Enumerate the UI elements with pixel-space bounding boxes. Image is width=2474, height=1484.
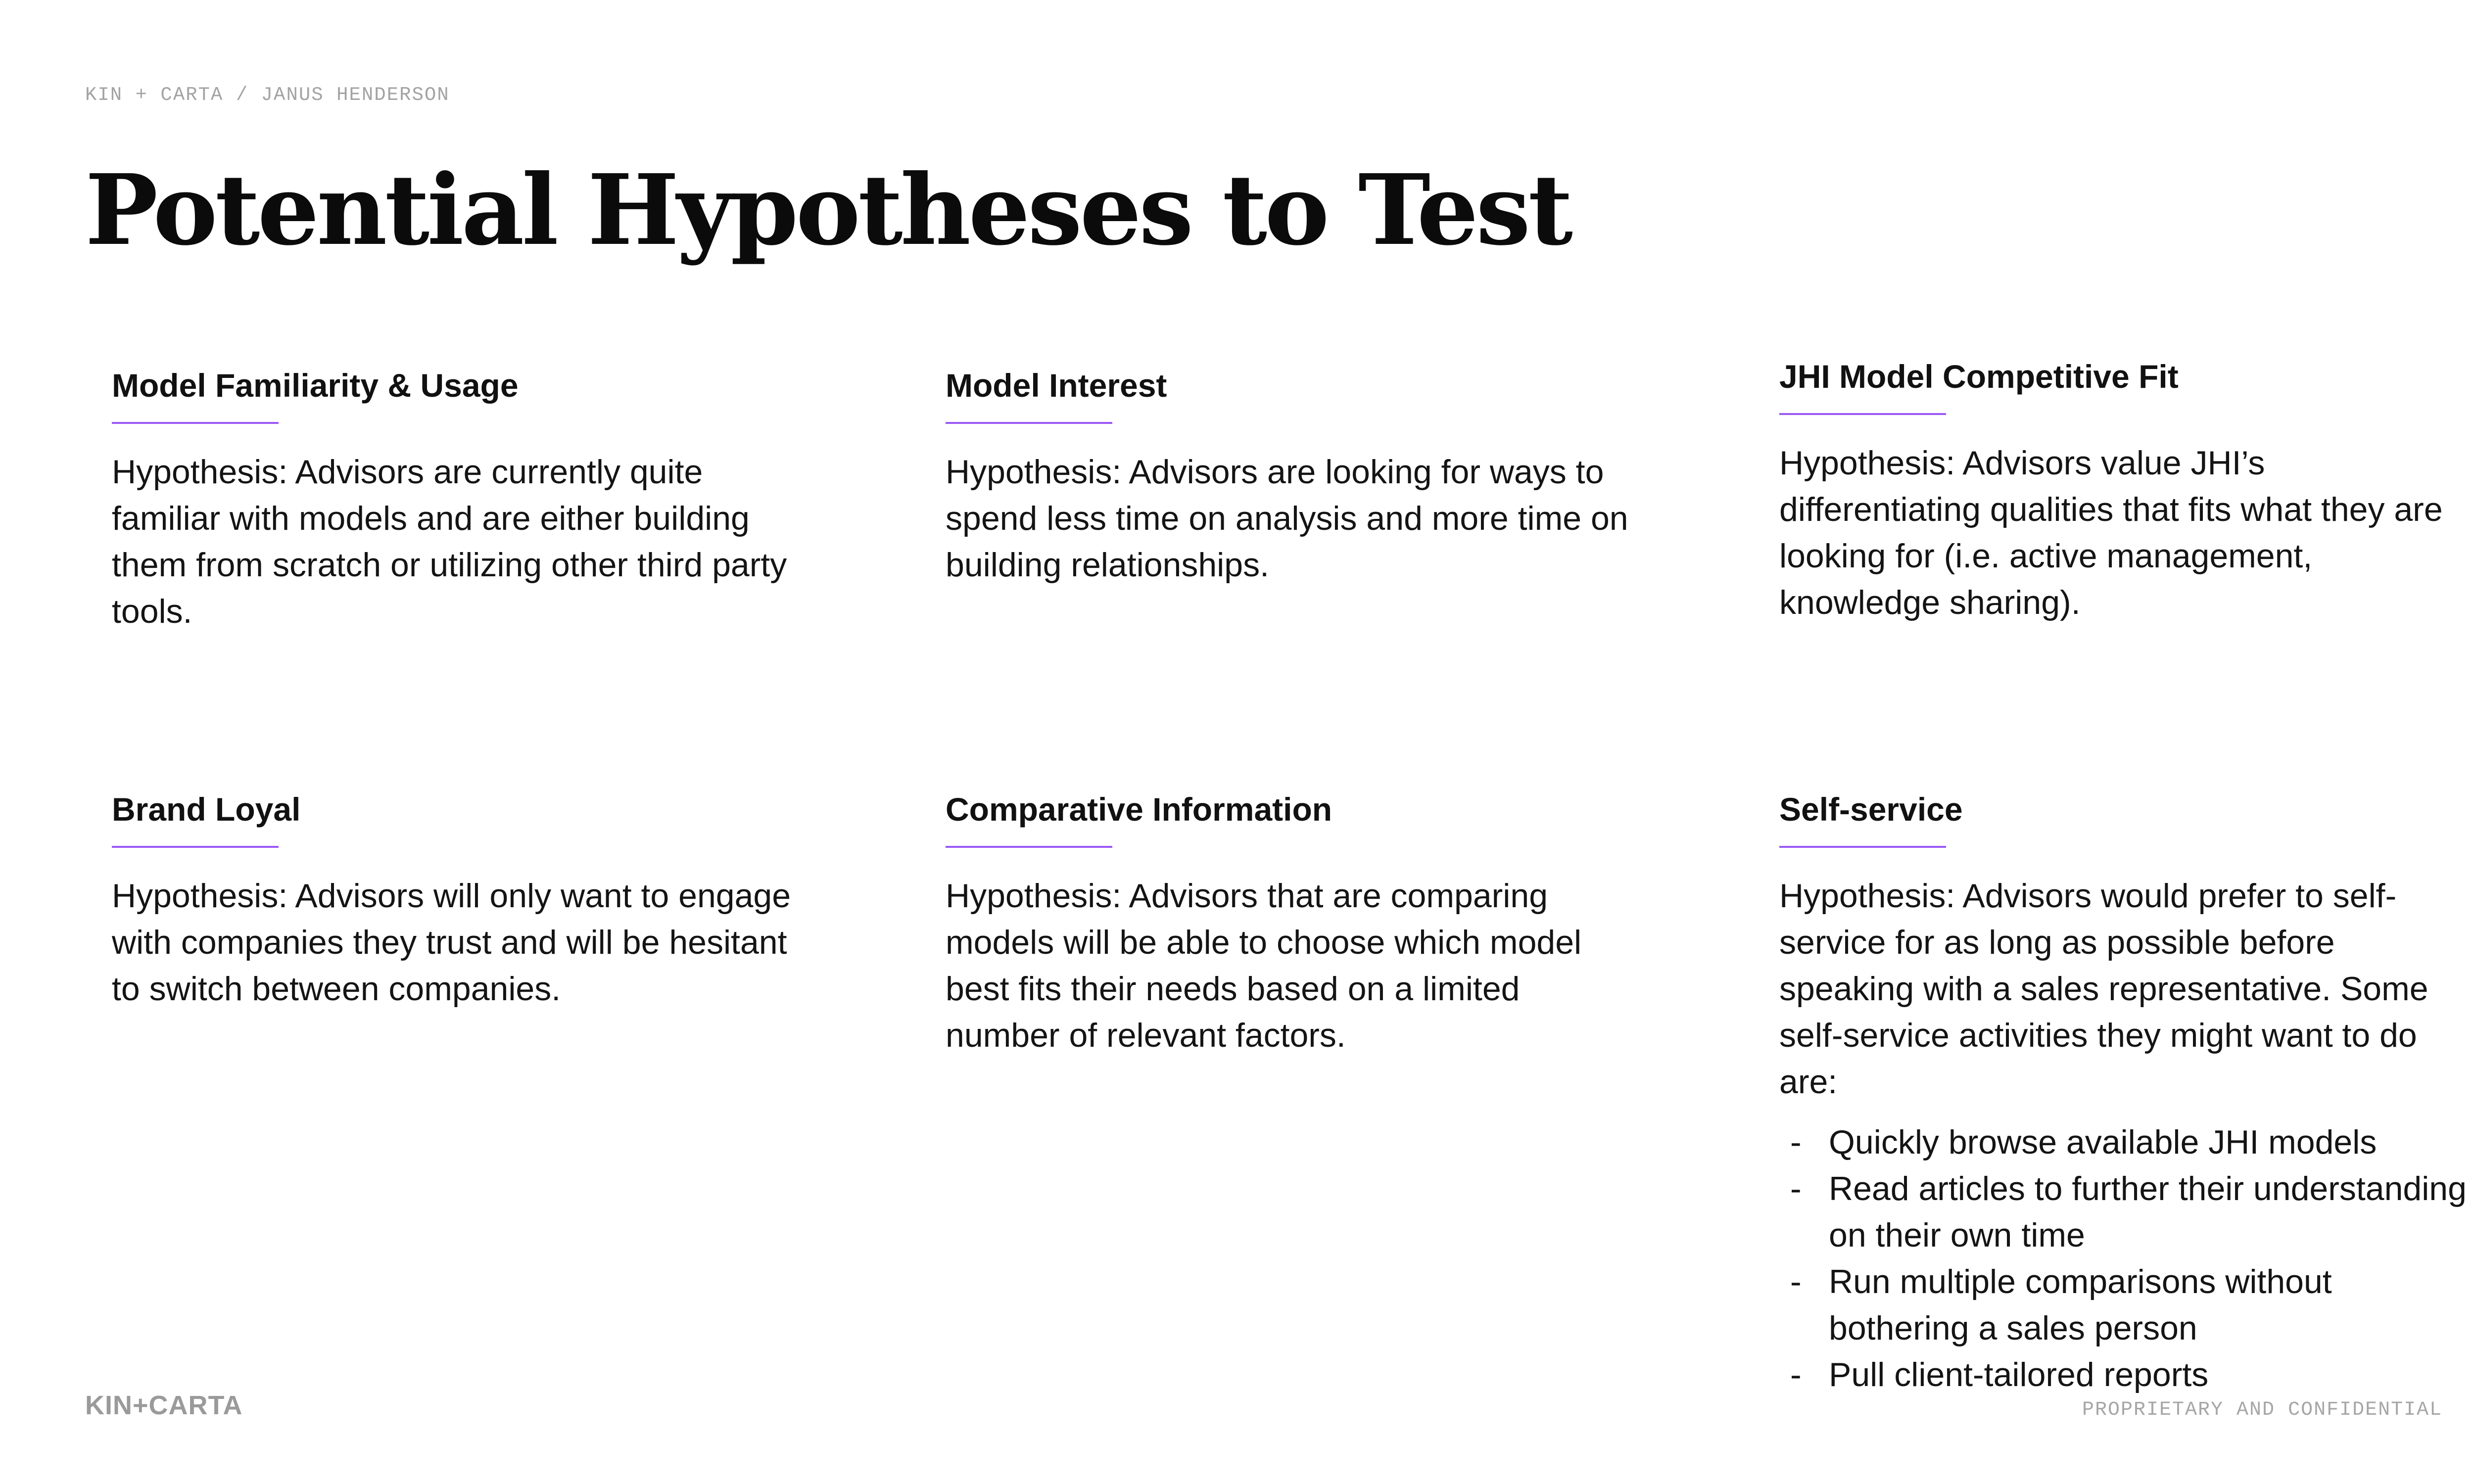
card-heading: Self-service	[1779, 791, 1963, 828]
list-item	[1779, 1165, 2472, 1258]
accent-divider	[112, 846, 279, 848]
card-body: Hypothesis: Advisors would prefer to self-service for as long as possible before speaking with a sales representative. Some self-service activities they might want to do are:	[1779, 877, 2428, 1101]
card-jhi-competitive-fit	[1779, 357, 2472, 626]
list-item-text: Read articles to further their understanding on their own time	[1829, 1170, 2467, 1254]
card-heading: Model Interest	[946, 367, 1167, 404]
accent-divider	[1779, 846, 1946, 848]
card-heading: Comparative Information	[946, 791, 1332, 828]
card-heading: Brand Loyal	[112, 791, 301, 828]
footer-logo: KIN+CARTA	[85, 1391, 243, 1420]
accent-divider	[946, 846, 1112, 848]
card-body: Hypothesis: Advisors are looking for ways to spend less time on analysis and more time on building relationships.	[946, 453, 1628, 584]
page-title: Potential Hypotheses to Test	[85, 153, 1570, 267]
footer-confidential-label: PROPRIETARY AND CONFIDENTIAL	[2082, 1399, 2443, 1421]
card-self-service	[1779, 790, 2472, 1398]
card-body: Hypothesis: Advisors are currently quite familiar with models and are either building them from scratch or utilizing other third party tools.	[112, 453, 787, 631]
list-dash: -	[1790, 1263, 1802, 1301]
self-service-activities-list	[1779, 1119, 2472, 1398]
accent-divider	[946, 422, 1112, 424]
card-model-familiarity	[112, 366, 805, 635]
breadcrumb-eyebrow: KIN + CARTA / JANUS HENDERSON	[85, 84, 450, 106]
card-body: Hypothesis: Advisors that are comparing models will be able to choose which model best fits their needs based on a limited number of relevant factors.	[946, 877, 1582, 1055]
list-item-text: Pull client-tailored reports	[1829, 1356, 2209, 1394]
list-dash: -	[1790, 1356, 1802, 1394]
accent-divider	[1779, 413, 1946, 415]
card-body: Hypothesis: Advisors will only want to engage with companies they trust and will be hesitant to switch between companies.	[112, 877, 791, 1008]
card-heading: Model Familiarity & Usage	[112, 367, 519, 404]
accent-divider	[112, 422, 279, 424]
card-brand-loyal	[112, 790, 805, 1012]
list-item	[1779, 1351, 2472, 1398]
list-item-text: Quickly browse available JHI models	[1829, 1123, 2377, 1161]
list-dash: -	[1790, 1123, 1802, 1161]
card-body: Hypothesis: Advisors value JHI’s differentiating qualities that fits what they are looking for (i.e. active management, knowledge sharing).	[1779, 444, 2443, 622]
list-dash: -	[1790, 1170, 1802, 1208]
card-model-interest	[946, 366, 1638, 588]
list-item	[1779, 1119, 2472, 1165]
list-item-text: Run multiple comparisons without bothering a sales person	[1829, 1263, 2332, 1347]
list-item	[1779, 1258, 2472, 1351]
card-comparative-information	[946, 790, 1638, 1059]
card-heading: JHI Model Competitive Fit	[1779, 358, 2179, 395]
